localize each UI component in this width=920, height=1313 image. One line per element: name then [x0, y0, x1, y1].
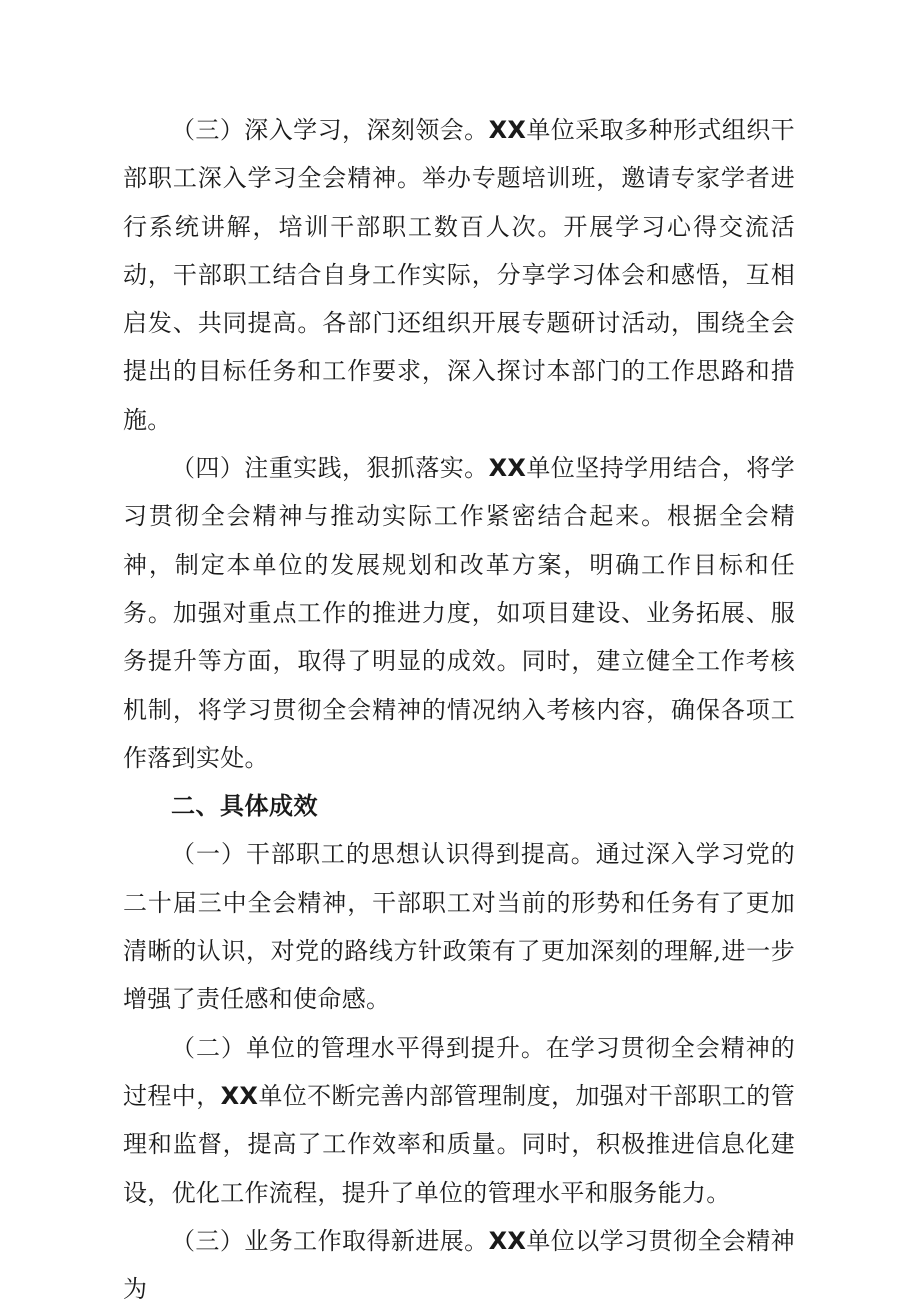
unit-placeholder: XX	[488, 454, 527, 483]
unit-placeholder: XX	[488, 1226, 527, 1255]
paragraph-text: （三）深入学习，深刻领会。	[171, 116, 489, 144]
paragraph-3-business	[123, 1217, 795, 1313]
paragraph-3-study	[123, 106, 795, 444]
heading-text: 二、具体成效	[171, 792, 318, 821]
paragraph-text: 单位采取多种形式组织干部职工深入学习全会精神。举办专题培训班，邀请专家学者进行系统讲解，培训干部职工数百人次。开展学习心得交流活动，干部职工结合自身工作实际，分享学习体会和感悟，互相启发、共同提高。各部门还组织开展专题研讨活动，围绕全会提出的目标任务和工作要求，深入探讨本部门的工作思路和措施。	[123, 116, 795, 434]
paragraph-text: （三）业务工作取得新进展。	[171, 1226, 489, 1255]
unit-placeholder: XX	[488, 116, 527, 144]
unit-placeholder: XX	[220, 1081, 259, 1110]
paragraph-text: 单位坚持学用结合，将学习贯彻全会精神与推动实际工作紧密结合起来。根据全会精神，制定本单位的发展规划和改革方案，明确工作目标和任务。加强对重点工作的推进力度，如项目建设、业务拓展、服务提升等方面，取得了明显的成效。同时，建立健全工作考核机制，将学习贯彻全会精神的情况纳入考核内容，确保各项工作落到实处。	[123, 454, 795, 772]
paragraph-text: （四）注重实践，狠抓落实。	[171, 454, 489, 483]
paragraph-2-management	[123, 1024, 795, 1217]
paragraph-text: 单位不断完善内部管理制度，加强对干部职工的管理和监督，提高了工作效率和质量。同时，积极推进信息化建设，优化工作流程，提升了单位的管理水平和服务能力。	[123, 1081, 795, 1207]
paragraph-4-practice	[123, 444, 795, 782]
paragraph-text: （二）单位的管理水平得到提升。在学习贯彻全会精神的过程中，	[123, 1033, 795, 1110]
paragraph-1-thinking	[123, 830, 795, 1023]
document-body	[123, 106, 795, 1313]
paragraph-text: 单位以学习贯彻全会精神为	[123, 1226, 795, 1304]
paragraph-text: （一）干部职工的思想认识得到提高。通过深入学习党的二十届三中全会精神，干部职工对当前的形势和任务有了更加清晰的认识，对党的路线方针政策有了更加深刻的理解,进一步增强了责任感和使命感。	[123, 840, 795, 1014]
section-heading-results	[123, 782, 795, 830]
